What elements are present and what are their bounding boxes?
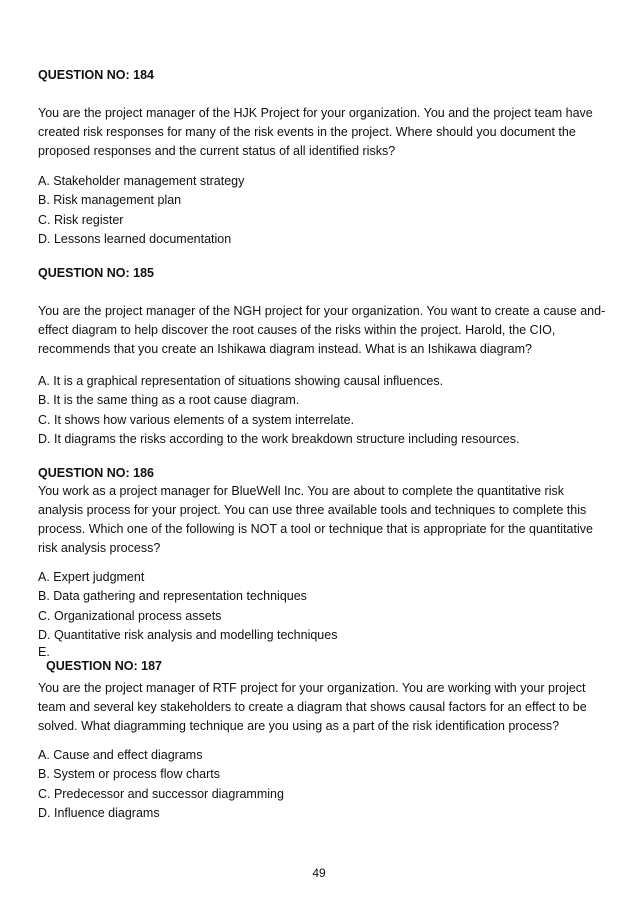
question-186-text: You work as a project manager for BlueWell Inc. You are about to complete the quantitative risk analysis process for your project. You can use three available tools and techniques to complete this process. Which one of the following is NOT a tool or technique that is appropriate for the quantitative risk analysis process?: [38, 484, 593, 555]
question-184-text: You are the project manager of the HJK Project for your organization. You and the project team have created risk responses for many of the risk events in the project. Where should you document the proposed responses and the current status of all identified risks?: [38, 106, 593, 158]
question-185-option-c: C. It shows how various elements of a system interrelate.: [38, 412, 355, 427]
question-184-option-c: C. Risk register: [38, 212, 124, 227]
question-186-option-b: B. Data gathering and representation techniques: [38, 589, 307, 604]
question-186-option-c: C. Organizational process assets: [38, 608, 222, 623]
question-186-option-a: A. Expert judgment: [38, 570, 145, 584]
question-187-option-b: B. System or process flow charts: [38, 767, 221, 782]
question-184-title: QUESTION NO: 184: [38, 68, 154, 82]
question-185-options: [38, 372, 608, 449]
question-187-text: You are the project manager of RTF project for your organization. You are working with your project team and several key stakeholders to create a diagram that shows causal factors for an effect to be solved. What diagramming technique are you using as a part of the risk identification process?: [38, 681, 587, 733]
question-184-option-a: A. Stakeholder management strategy: [38, 174, 245, 188]
question-185-option-a: A. It is a graphical representation of situations showing causal influences.: [38, 374, 444, 388]
question-185-text: You are the project manager of the NGH project for your organization. You want to create a cause and- effect diagram to help discover the root causes of the risks within the project. Harold, the CIO, recommends that you create an Ishikawa diagram instead. What is an Ishikawa diagram?: [38, 304, 606, 356]
question-186-options: [38, 568, 608, 659]
question-187-option-a: A. Cause and effect diagrams: [38, 748, 203, 762]
question-184-options: [38, 172, 608, 249]
question-187-option-c: C. Predecessor and successor diagramming: [38, 786, 284, 801]
question-185-title: QUESTION NO: 185: [38, 266, 154, 280]
question-186-title: QUESTION NO: 186: [38, 466, 154, 480]
question-185-option-b: B. It is the same thing as a root cause diagram.: [38, 393, 300, 408]
question-184-option-d: D. Lessons learned documentation: [38, 231, 232, 246]
question-187-option-d: D. Influence diagrams: [38, 805, 160, 820]
question-184-option-b: B. Risk management plan: [38, 193, 182, 208]
question-187-title: QUESTION NO: 187: [46, 659, 162, 673]
question-185-option-d: D. It diagrams the risks according to the work breakdown structure including resources.: [38, 431, 520, 446]
question-186-option-e: E.: [38, 645, 50, 660]
question-187-options: [38, 746, 608, 823]
question-186-option-d: D. Quantitative risk analysis and modelling techniques: [38, 627, 338, 642]
page-number: 49: [312, 866, 326, 880]
